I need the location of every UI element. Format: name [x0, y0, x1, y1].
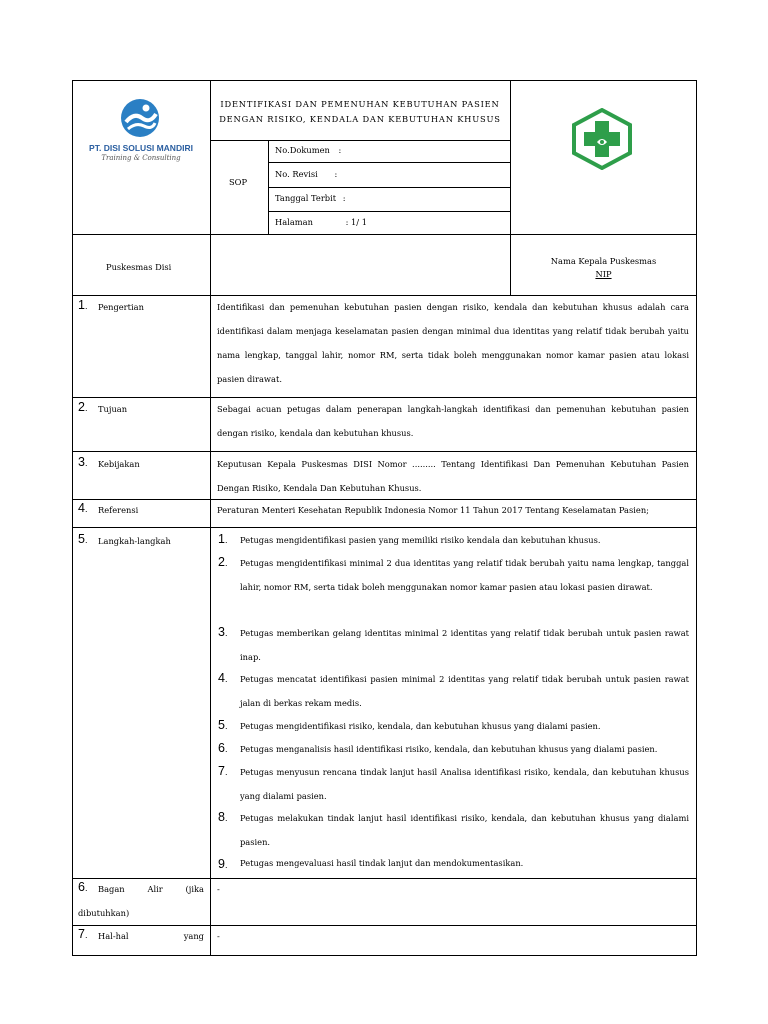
- section-text-kebijakan: Keputusan Kepala Puskesmas DISI Nomor ......... Tentang Identifikasi Dan Pemenuhan Kebutuhan Pasien Dengan Risiko, Kendala Dan Kebutuhan Khusus.: [217, 459, 689, 493]
- step-text: Petugas mengidentifikasi pasien yang memiliki risiko kendala dan kebutuhan khusus.: [240, 535, 601, 545]
- section-number: 6.: [78, 880, 88, 894]
- meta-value: : 1/ 1: [345, 217, 368, 227]
- step-text: Petugas memberikan gelang identitas minimal 2 identitas yang relatif tidak berubah untuk pasien rawat inap.: [240, 628, 689, 662]
- step-number: 9.: [218, 857, 228, 871]
- section-text-bagan-alir: -: [217, 884, 220, 894]
- section-label-referensi: Referensi: [98, 505, 139, 515]
- step-text: Petugas mencatat identifikasi pasien minimal 2 identitas yang relatif tidak berubah untuk pasien rawat jalan di berkas rekam medis.: [240, 674, 689, 708]
- section-label-bagan-alir: Bagan Alir (jika dibutuhkan): [78, 884, 204, 918]
- section-label-pengertian: Pengertian: [98, 302, 144, 312]
- step-text: Petugas menyusun rencana tindak lanjut hasil Analisa identifikasi risiko, kendala, dan kebutuhan khusus yang dialami pasien.: [240, 767, 689, 801]
- section-number: 3.: [78, 455, 88, 469]
- section-label-tujuan: Tujuan: [98, 404, 128, 414]
- puskesmas-name: Puskesmas Disi: [106, 262, 172, 272]
- meta-label: No. Revisi: [275, 169, 318, 179]
- document-title: [210, 97, 510, 127]
- meta-label: Tanggal Terbit: [275, 193, 337, 203]
- section-text-referensi: Peraturan Menteri Kesehatan Republik Indonesia Nomor 11 Tahun 2017 Tentang Keselamatan Pasien;: [217, 505, 649, 515]
- meta-tanggal-terbit: [275, 193, 346, 204]
- title-line-2: DENGAN RISIKO, KENDALA DAN KEBUTUHAN KHUSUS: [219, 114, 501, 124]
- step-text: Petugas mengevaluasi hasil tindak lanjut dan mendokumentasikan.: [240, 858, 524, 868]
- company-tagline: Training & Consulting: [101, 154, 181, 162]
- section-label-hal-hal: Hal-hal yang: [98, 931, 204, 941]
- company-logo-icon: [120, 98, 160, 138]
- step-text: Petugas mengidentifikasi minimal 2 dua identitas yang relatif tidak berubah yaitu nama lengkap, tanggal lahir, nomor RM, serta tidak boleh menggunakan nomor kamar pasien atau lokasi pasien dirawat.: [240, 558, 689, 592]
- meta-value: :: [334, 169, 338, 179]
- meta-label: No.Dokumen: [275, 145, 330, 155]
- company-logo: [78, 96, 204, 168]
- section-text-hal-hal: -: [217, 931, 220, 941]
- title-line-1: IDENTIFIKASI DAN PEMENUHAN KEBUTUHAN PASIEN: [220, 99, 500, 109]
- meta-no-dokumen: [275, 145, 341, 156]
- step-number: 3.: [218, 625, 228, 639]
- step-number: 8.: [218, 810, 228, 824]
- step-text: Petugas melakukan tindak lanjut hasil identifikasi risiko, kendala, dan kebutuhan khusus yang dialami pasien.: [240, 813, 689, 847]
- step-number: 2.: [218, 555, 228, 569]
- section-label-kebijakan: Kebijakan: [98, 459, 140, 469]
- step-number: 4.: [218, 671, 228, 685]
- section-number: 4.: [78, 501, 88, 515]
- section-label-langkah: Langkah-langkah: [98, 536, 171, 546]
- meta-value: :: [338, 145, 342, 155]
- section-text-tujuan: Sebagai acuan petugas dalam penerapan langkah-langkah identifikasi dan pemenuhan kebutuhan pasien dengan risiko, kendala dan kebutuhan khusus.: [217, 404, 689, 438]
- step-number: 1.: [218, 532, 228, 546]
- company-name: PT. DISI SOLUSI MANDIRI: [89, 143, 193, 153]
- puskesmas-cross-icon: [570, 108, 634, 170]
- step-text: Petugas mengidentifikasi risiko, kendala, dan kebutuhan khusus yang dialami pasien.: [240, 721, 601, 731]
- step-number: 5.: [218, 718, 228, 732]
- step-text: Petugas menganalisis hasil identifikasi risiko, kendala, dan kebutuhan khusus yang dialami pasien.: [240, 744, 658, 754]
- step-number: 6.: [218, 741, 228, 755]
- meta-label: Halaman: [275, 217, 313, 227]
- meta-no-revisi: [275, 169, 337, 180]
- nip-label: NIP: [595, 269, 612, 279]
- section-text-pengertian: Identifikasi dan pemenuhan kebutuhan pasien dengan risiko, kendala dan kebutuhan khusus adalah cara identifikasi dalam menjaga keselamatan pasien dengan minimal dua identitas yang relatif tidak berubah yaitu nama lengkap, tanggal lahir, nomor RM, serta tidak boleh menggunakan nomor kamar pasien atau lokasi pasien dirawat.: [217, 302, 689, 384]
- section-number: 5.: [78, 532, 88, 546]
- kepala-puskesmas-label: Nama Kepala Puskesmas: [550, 256, 657, 266]
- sop-label: SOP: [229, 177, 248, 187]
- section-number: 2.: [78, 400, 88, 414]
- step-number: 7.: [218, 764, 228, 778]
- section-number: 1.: [78, 298, 88, 312]
- meta-value: :: [342, 193, 346, 203]
- meta-halaman: [275, 217, 367, 228]
- section-number: 7.: [78, 927, 88, 941]
